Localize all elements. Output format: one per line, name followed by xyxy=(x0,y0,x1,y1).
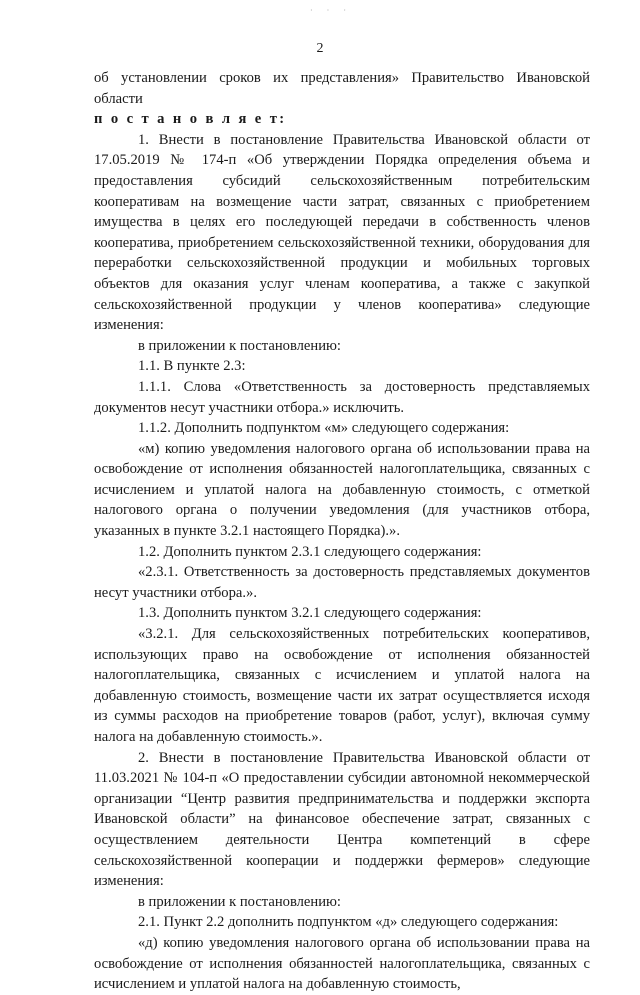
paragraph: «д) копию уведомления налогового органа об использовании права на освобождение от исполнения обязанностей налогоплательщика, связанных с исчислением и уплатой налога на добавленную стоимость, xyxy=(94,934,590,993)
document-body xyxy=(94,68,590,995)
paragraph: в приложении к постановлению: xyxy=(138,337,341,354)
paragraph: 1.1.1. Слова «Ответственность за достоверность представляемых документов несут участники отбора.» исключить. xyxy=(94,378,590,416)
paragraph: 1.3. Дополнить пунктом 3.2.1 следующего содержания: xyxy=(138,605,482,622)
paragraph: «м) копию уведомления налогового органа об использовании права на освобождение от исполнения обязанностей налогоплательщика, связанных с исчислением и уплатой налога на добавленную стоимость, с отметкой налогового органа о получении уведомления (для участников отбора, указанных в пункте 3.2.1 настоящего Порядка).». xyxy=(94,440,590,540)
paragraph: 2. Внести в постановление Правительства Ивановской области от 11.03.2021 № 104-п «О предоставлении субсидии автономной некоммерческой организации “Центр развития предпринимательства и поддержки экспорта Ивановской области” на финансовое обеспечение затрат, связанных с осуществлением деятельности Центра компетенций в сфере сельскохозяйственной кооперации и поддержки фермеров» следующие изменения: xyxy=(94,749,590,890)
paragraph: 1. Внести в постановление Правительства Ивановской области от 17.05.2019 № 174-п «Об утверждении Порядка определения объема и предоставления субсидий сельскохозяйственным потребительским кооперативам на возмещение части затрат, связанных с приобретением имущества в целях его последующей передачи в собственность членов кооператива, приобретением сельскохозяйственной техники, оборудования для переработки сельскохозяйственной продукции и мобильных торговых объектов для оказания услуг членам кооператива, а также с закупкой сельскохозяйственной продукции у членов кооператива» следующие изменения: xyxy=(94,131,590,334)
scan-marks: · · · xyxy=(310,6,352,15)
paragraph: «3.2.1. Для сельскохозяйственных потребительских кооперативов, использующих право на освобождение от исполнения обязанностей налогоплательщика, связанных с исчислением и уплатой налога на добавленную стоимость, возмещение части их затрат осуществляется исходя из суммы расходов на приобретение товаров (работ, услуг), включая сумму налога на добавленную стоимость.». xyxy=(94,626,590,745)
paragraph: 1.1.2. Дополнить подпунктом «м» следующего содержания: xyxy=(138,420,510,437)
paragraph: 1.1. В пункте 2.3: xyxy=(138,358,246,375)
paragraph: «2.3.1. Ответственность за достоверность представляемых документов несут участники отбора.». xyxy=(94,564,590,601)
resolution-word: п о с т а н о в л я е т: xyxy=(94,111,287,128)
paragraph: об установлении сроков их представления» Правительство Ивановской области xyxy=(94,70,590,107)
paragraph: в приложении к постановлению: xyxy=(138,893,341,910)
page-number: 2 xyxy=(316,41,324,56)
paragraph: 2.1. Пункт 2.2 дополнить подпунктом «д» следующего содержания: xyxy=(138,914,559,931)
paragraph: 1.2. Дополнить пунктом 2.3.1 следующего содержания: xyxy=(138,543,482,560)
